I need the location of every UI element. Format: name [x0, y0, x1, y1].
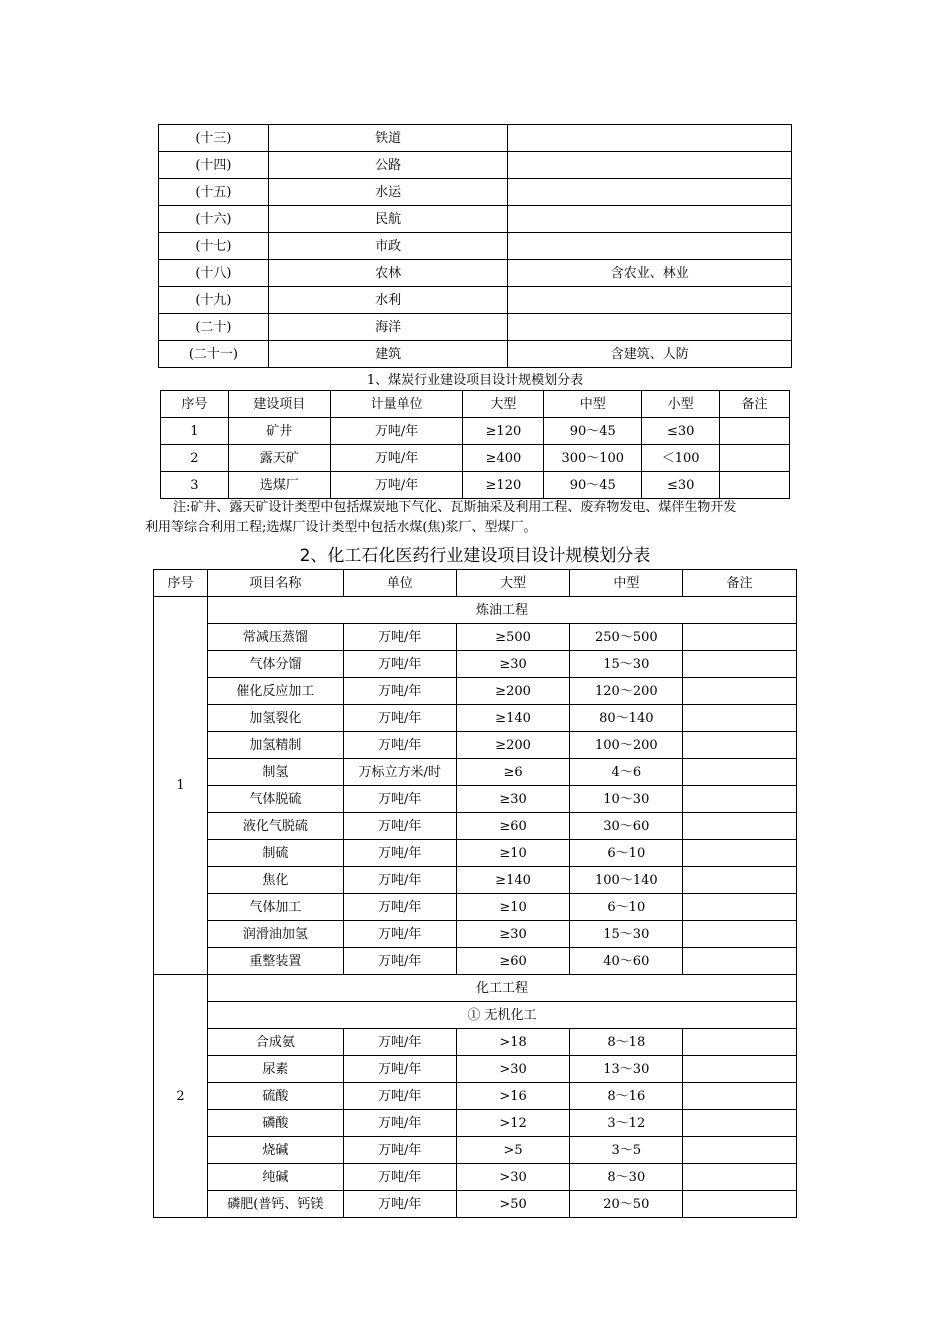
table-cell: >5 — [456, 1137, 570, 1164]
coal-note-line-1: 注:矿井、露天矿设计类型中包括煤炭地下气化、瓦斯抽采及利用工程、废弃物发电、煤伴生物开发 — [173, 500, 737, 515]
column-header: 单位 — [343, 570, 456, 597]
industry-table-continued — [158, 124, 792, 368]
table-cell: 6～10 — [570, 894, 683, 921]
table-cell: 万吨/年 — [343, 867, 456, 894]
coal-table-header — [161, 391, 790, 418]
table-cell: 15～30 — [570, 651, 683, 678]
table-cell: 万吨/年 — [343, 1083, 456, 1110]
table-row — [154, 1164, 797, 1191]
table-cell: 气体分馏 — [207, 651, 343, 678]
table-cell: 万吨/年 — [343, 894, 456, 921]
table-cell: 万吨/年 — [343, 921, 456, 948]
table-cell: 万吨/年 — [343, 705, 456, 732]
table-row — [154, 678, 797, 705]
table-row — [154, 1191, 797, 1218]
table-cell — [720, 445, 790, 472]
table-row — [159, 287, 792, 314]
coal-table-caption: 1、煤炭行业建设项目设计规模划分表 — [366, 373, 584, 388]
remark-cell — [508, 125, 792, 152]
table-cell: 250～500 — [570, 624, 683, 651]
table-cell: 万吨/年 — [343, 1029, 456, 1056]
row-number-cell: (十九) — [159, 287, 269, 314]
table-cell — [683, 651, 797, 678]
industry-name-cell: 公路 — [268, 152, 508, 179]
table-cell: >16 — [456, 1083, 570, 1110]
table-row — [159, 341, 792, 368]
row-number-cell: (十三) — [159, 125, 269, 152]
coal-table-note — [145, 498, 810, 538]
section-title-cell: 化工工程 — [207, 975, 796, 1002]
table-cell: 重整装置 — [207, 948, 343, 975]
coal-scale-table — [160, 390, 790, 499]
section-row — [154, 597, 797, 624]
section-row — [154, 975, 797, 1002]
table-row — [154, 732, 797, 759]
table-cell — [683, 705, 797, 732]
table-cell: ＜100 — [642, 445, 720, 472]
chem-table-body — [154, 597, 797, 1218]
table-cell — [720, 472, 790, 499]
row-number-cell: (十五) — [159, 179, 269, 206]
column-header: 中型 — [544, 391, 642, 418]
table-cell: 3～12 — [570, 1110, 683, 1137]
column-header: 建设项目 — [228, 391, 330, 418]
table-cell: 万吨/年 — [343, 651, 456, 678]
table-cell — [683, 894, 797, 921]
table-row — [154, 840, 797, 867]
table-cell: ≤30 — [642, 418, 720, 445]
chem-scale-table — [153, 569, 797, 1218]
table-cell — [683, 1056, 797, 1083]
row-number-cell: (十八) — [159, 260, 269, 287]
table-cell: ≥500 — [456, 624, 570, 651]
row-number-cell: (二十) — [159, 314, 269, 341]
table-cell: 万吨/年 — [330, 445, 463, 472]
table-row — [154, 894, 797, 921]
table-cell — [683, 732, 797, 759]
industry-name-cell: 海洋 — [268, 314, 508, 341]
table-cell: ≥120 — [463, 472, 544, 499]
table-cell — [720, 418, 790, 445]
table-row — [161, 418, 790, 445]
table-cell: 制氢 — [207, 759, 343, 786]
table-cell: 万吨/年 — [343, 1137, 456, 1164]
table-cell: 6～10 — [570, 840, 683, 867]
table-cell: ≥140 — [456, 705, 570, 732]
table-cell: 15～30 — [570, 921, 683, 948]
table-cell: ≥10 — [456, 840, 570, 867]
table-cell: >50 — [456, 1191, 570, 1218]
table-cell — [683, 759, 797, 786]
table-row — [159, 233, 792, 260]
industry-name-cell: 建筑 — [268, 341, 508, 368]
remark-cell — [508, 314, 792, 341]
row-number-cell: (十七) — [159, 233, 269, 260]
table-cell: 13～30 — [570, 1056, 683, 1083]
remark-cell — [508, 152, 792, 179]
table-row — [154, 1029, 797, 1056]
column-header: 小型 — [642, 391, 720, 418]
industry-name-cell: 水运 — [268, 179, 508, 206]
table-row — [154, 1056, 797, 1083]
table-cell: 气体脱硫 — [207, 786, 343, 813]
table-row — [154, 786, 797, 813]
table-cell: ≥10 — [456, 894, 570, 921]
table-cell: 磷酸 — [207, 1110, 343, 1137]
subsection-row — [154, 1002, 797, 1029]
table-cell: 3 — [161, 472, 229, 499]
table-cell: 万吨/年 — [343, 1164, 456, 1191]
table-cell — [683, 813, 797, 840]
table-cell: 常减压蒸馏 — [207, 624, 343, 651]
table-cell: 万吨/年 — [330, 418, 463, 445]
remark-cell — [508, 179, 792, 206]
table-cell: 万吨/年 — [343, 1191, 456, 1218]
table-cell: 润滑油加氢 — [207, 921, 343, 948]
table-cell — [683, 1110, 797, 1137]
table-row — [159, 206, 792, 233]
table-cell: 40～60 — [570, 948, 683, 975]
table-cell: ≥60 — [456, 813, 570, 840]
table-cell: 万吨/年 — [343, 786, 456, 813]
table-cell: ≥6 — [456, 759, 570, 786]
industry-name-cell: 铁道 — [268, 125, 508, 152]
table-cell: ≥200 — [456, 678, 570, 705]
table-row — [159, 152, 792, 179]
table-cell — [683, 678, 797, 705]
table-row — [159, 314, 792, 341]
table-cell: 尿素 — [207, 1056, 343, 1083]
table-cell: 烧碱 — [207, 1137, 343, 1164]
column-header: 大型 — [456, 570, 570, 597]
table-cell: 万吨/年 — [330, 472, 463, 499]
table-cell: 90～45 — [544, 418, 642, 445]
table-cell: 催化反应加工 — [207, 678, 343, 705]
table-row — [154, 624, 797, 651]
group-number-cell: 1 — [154, 597, 208, 975]
table-cell: 8～30 — [570, 1164, 683, 1191]
table-cell: 8～16 — [570, 1083, 683, 1110]
remark-cell: 含农业、林业 — [508, 260, 792, 287]
table-cell: ≥200 — [456, 732, 570, 759]
table-row — [159, 125, 792, 152]
remark-cell — [508, 233, 792, 260]
section-title-cell: 炼油工程 — [207, 597, 796, 624]
industry-name-cell: 水利 — [268, 287, 508, 314]
table-cell — [683, 840, 797, 867]
table-cell: 万吨/年 — [343, 813, 456, 840]
table-cell: 2 — [161, 445, 229, 472]
table-cell: 选煤厂 — [228, 472, 330, 499]
table-cell: 加氢精制 — [207, 732, 343, 759]
column-header: 大型 — [463, 391, 544, 418]
coal-note-line-2: 利用等综合利用工程;选煤厂设计类型中包括水煤(焦)浆厂、型煤厂。 — [145, 520, 537, 535]
table-cell: 焦化 — [207, 867, 343, 894]
table-cell: 4～6 — [570, 759, 683, 786]
table-cell: 液化气脱硫 — [207, 813, 343, 840]
table-cell: ≥400 — [463, 445, 544, 472]
subsection-title-cell: ① 无机化工 — [207, 1002, 796, 1029]
table-row — [161, 445, 790, 472]
column-header: 项目名称 — [207, 570, 343, 597]
table-cell: >30 — [456, 1164, 570, 1191]
table-cell: 加氢裂化 — [207, 705, 343, 732]
table-cell — [683, 786, 797, 813]
table-cell — [683, 1029, 797, 1056]
table-cell: 万吨/年 — [343, 624, 456, 651]
industry-table-body — [159, 125, 792, 368]
table-cell: 100～140 — [570, 867, 683, 894]
table-cell — [683, 1083, 797, 1110]
table-cell: ≥60 — [456, 948, 570, 975]
table-cell: 万吨/年 — [343, 678, 456, 705]
table-cell: ≥30 — [456, 921, 570, 948]
industry-name-cell: 市政 — [268, 233, 508, 260]
table-row — [154, 813, 797, 840]
table-cell: 80～140 — [570, 705, 683, 732]
remark-cell — [508, 287, 792, 314]
table-cell — [683, 1164, 797, 1191]
table-cell: 3～5 — [570, 1137, 683, 1164]
table-cell: 硫酸 — [207, 1083, 343, 1110]
column-header: 序号 — [154, 570, 208, 597]
table-cell: 万吨/年 — [343, 1056, 456, 1083]
table-row — [154, 705, 797, 732]
coal-table-body — [161, 418, 790, 499]
table-cell: 30～60 — [570, 813, 683, 840]
group-number-cell: 2 — [154, 975, 208, 1218]
chem-table-title: 2、化工石化医药行业建设项目设计规模划分表 — [299, 546, 651, 566]
table-row — [154, 1083, 797, 1110]
table-row — [154, 921, 797, 948]
column-header: 备注 — [683, 570, 797, 597]
table-row — [154, 1110, 797, 1137]
table-cell: >30 — [456, 1056, 570, 1083]
table-cell: 万吨/年 — [343, 1110, 456, 1137]
table-cell: ≥120 — [463, 418, 544, 445]
table-row — [154, 651, 797, 678]
column-header: 备注 — [720, 391, 790, 418]
table-cell: 制硫 — [207, 840, 343, 867]
remark-cell — [508, 206, 792, 233]
table-cell: 万标立方米/时 — [343, 759, 456, 786]
table-cell — [683, 1191, 797, 1218]
table-cell: 纯碱 — [207, 1164, 343, 1191]
table-row — [159, 179, 792, 206]
table-cell: 1 — [161, 418, 229, 445]
table-cell: >12 — [456, 1110, 570, 1137]
table-cell: 90～45 — [544, 472, 642, 499]
row-number-cell: (十六) — [159, 206, 269, 233]
table-row — [154, 948, 797, 975]
table-cell: 露天矿 — [228, 445, 330, 472]
table-cell: 120～200 — [570, 678, 683, 705]
table-cell: >18 — [456, 1029, 570, 1056]
table-row — [159, 260, 792, 287]
table-cell — [683, 867, 797, 894]
table-cell: 万吨/年 — [343, 948, 456, 975]
row-number-cell: (二十一) — [159, 341, 269, 368]
table-cell: 万吨/年 — [343, 732, 456, 759]
table-row — [154, 1137, 797, 1164]
table-cell: 10～30 — [570, 786, 683, 813]
table-row — [154, 867, 797, 894]
column-header: 序号 — [161, 391, 229, 418]
column-header: 中型 — [570, 570, 683, 597]
table-cell — [683, 624, 797, 651]
table-row — [161, 472, 790, 499]
industry-name-cell: 民航 — [268, 206, 508, 233]
table-cell — [683, 948, 797, 975]
table-cell: 100～200 — [570, 732, 683, 759]
chem-table-header — [154, 570, 797, 597]
table-cell: ≥30 — [456, 786, 570, 813]
column-header: 计量单位 — [330, 391, 463, 418]
table-cell: 20～50 — [570, 1191, 683, 1218]
table-cell: ≥140 — [456, 867, 570, 894]
row-number-cell: (十四) — [159, 152, 269, 179]
table-cell — [683, 921, 797, 948]
table-cell — [683, 1137, 797, 1164]
industry-name-cell: 农林 — [268, 260, 508, 287]
table-cell: 矿井 — [228, 418, 330, 445]
table-cell: 合成氨 — [207, 1029, 343, 1056]
table-cell: ≤30 — [642, 472, 720, 499]
table-cell: 8～18 — [570, 1029, 683, 1056]
table-cell: ≥30 — [456, 651, 570, 678]
remark-cell: 含建筑、人防 — [508, 341, 792, 368]
table-cell: 万吨/年 — [343, 840, 456, 867]
table-cell: 气体加工 — [207, 894, 343, 921]
table-row — [154, 759, 797, 786]
table-cell: 磷肥(普钙、钙镁 — [207, 1191, 343, 1218]
table-cell: 300～100 — [544, 445, 642, 472]
